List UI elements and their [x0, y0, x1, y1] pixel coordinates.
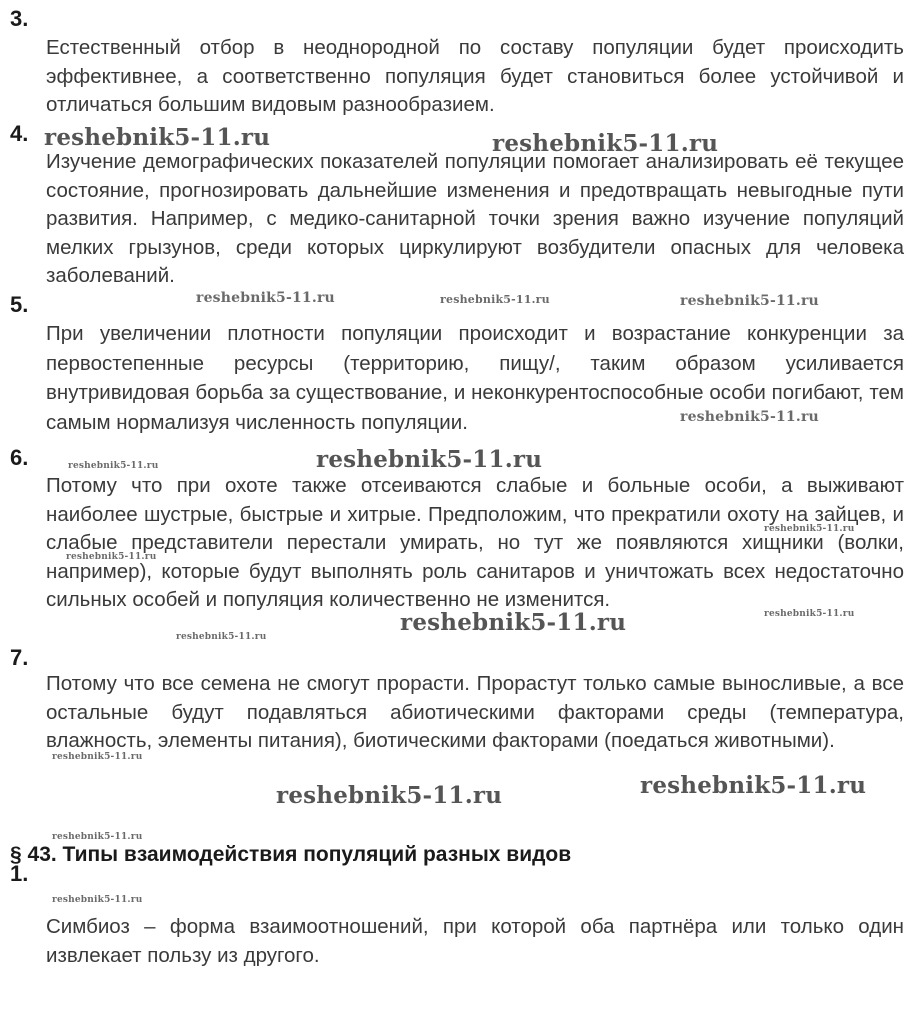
watermark-logo: reshebnik5-11.ru — [176, 632, 267, 642]
watermark-logo: reshebnik5-11.ru — [764, 524, 855, 534]
watermark-logo: reshebnik5-11.ru — [680, 293, 819, 309]
answer-text-7: Потому что все семена не смогут прорасти. Прорастут только самые выносливые, а все остальные будут подавляться абиотическими факторами среды (температура, влажность, элементы питания), биотическими факторами (поедаться животными). — [46, 672, 904, 753]
watermark-logo: reshebnik5-11.ru — [316, 446, 543, 473]
watermark-logo: reshebnik5-11.ru — [764, 609, 855, 619]
answer-text-4: Изучение демографических показателей популяции помогает анализировать её текущее состояние, прогнозировать дальнейшие изменения и предотвращать невыгодные пути развития. Например, с медико-санитарной точки зрения важно изучение популяций мелких грызунов, среди которых циркулируют возбудители опасных для человека заболеваний. — [46, 150, 904, 288]
section-answer-text-1: Симбиоз – форма взаимоотношений, при которой оба партнёра или только один извлекает пользу из другого. — [46, 915, 904, 967]
watermark-logo: reshebnik5-11.ru — [492, 130, 719, 157]
answer-number-6: 6. — [10, 445, 29, 470]
answer-number-5: 5. — [10, 292, 29, 317]
watermark-logo: reshebnik5-11.ru — [400, 609, 627, 636]
answer-number-4: 4. — [10, 121, 29, 146]
watermark-logo: reshebnik5-11.ru — [196, 290, 335, 306]
section-heading: § 43. Типы взаимодействия популяций разных видов — [10, 843, 572, 866]
watermark-logo: reshebnik5-11.ru — [66, 552, 157, 562]
answer-number-3: 3. — [10, 6, 29, 31]
watermark-logo: reshebnik5-11.ru — [44, 124, 271, 151]
watermark-logo: reshebnik5-11.ru — [680, 409, 819, 425]
section-answer-number-1: 1. — [10, 861, 29, 886]
answer-text-3: Естественный отбор в неоднородной по составу популяции будет происходить эффективнее, а соответственно популяция будет становиться более устойчивой и отличаться большим видовым разнообразием. — [46, 36, 904, 117]
watermark-logo: reshebnik5-11.ru — [440, 293, 550, 306]
watermark-logo: reshebnik5-11.ru — [52, 832, 143, 842]
answer-text-5: При увеличении плотности популяции происходит и возрастание конкуренции за первостепенные ресурсы (территорию, пищу/, таким образом усиливается внутривидовая борьба за существование, и неконкурентоспособные особи погибают, тем самым нормализуя численность популяции. — [46, 322, 904, 434]
watermark-logo: reshebnik5-11.ru — [52, 895, 143, 905]
watermark-logo: reshebnik5-11.ru — [640, 772, 867, 799]
watermark-logo: reshebnik5-11.ru — [68, 461, 159, 471]
answer-text-6: Потому что при охоте также отсеиваются слабые и больные особи, а выживают наиболее шустрые, быстрые и хитрые. Предположим, что прекратили охоту на зайцев, и слабые представители перестали умирать, но тут же появляются хищники (волки, например), которые будут выполнять роль санитаров и уничтожать всех недостаточно сильных особей и популяция количественно не изменится. — [46, 474, 904, 612]
watermark-logo: reshebnik5-11.ru — [52, 752, 143, 762]
watermark-logo: reshebnik5-11.ru — [276, 782, 503, 809]
answer-number-7: 7. — [10, 645, 29, 670]
